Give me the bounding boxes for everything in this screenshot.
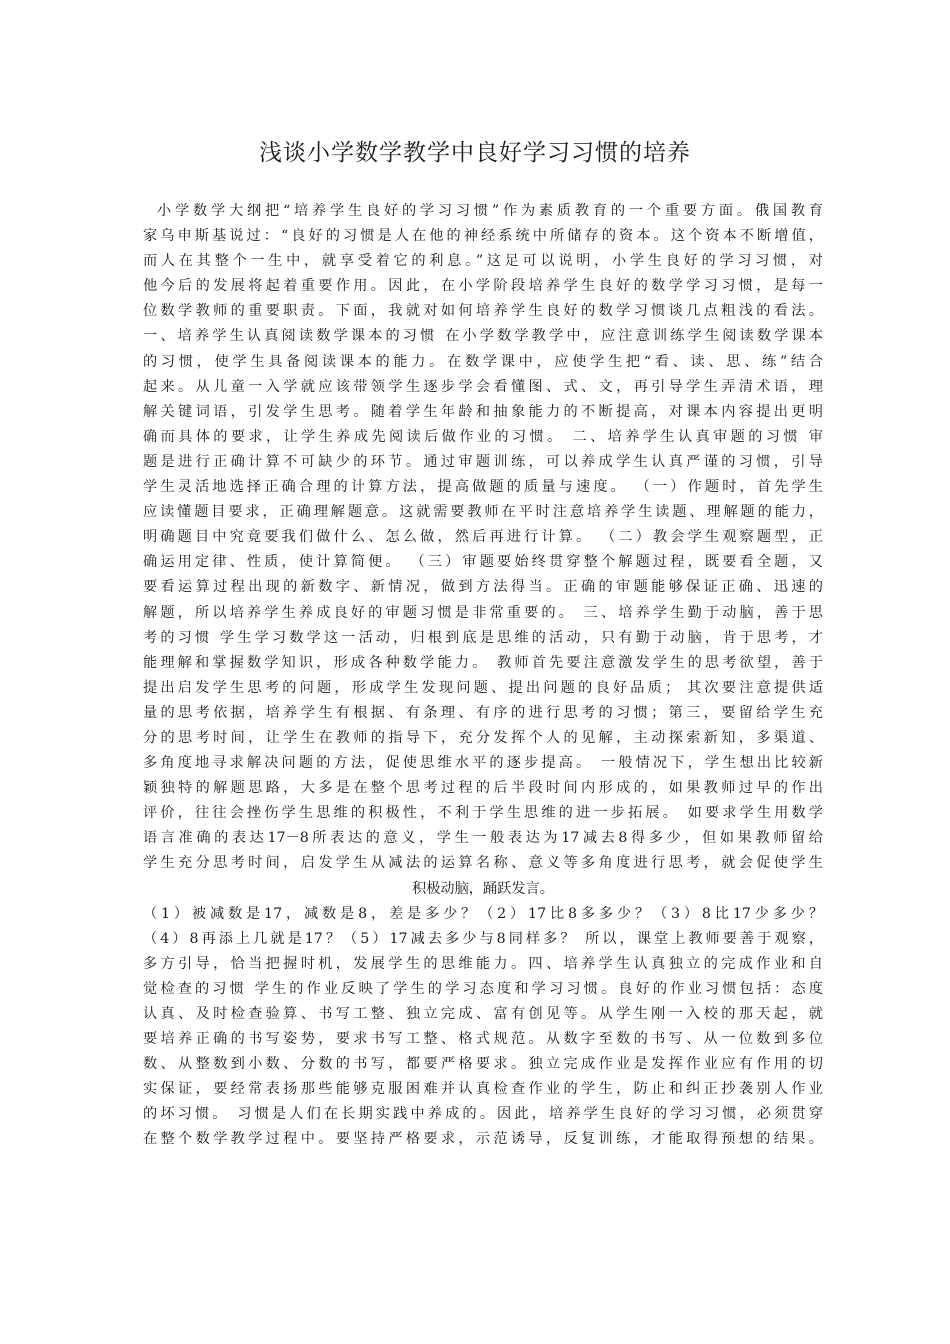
text-line: 小学数学大纲把“培养学生良好的学习习惯”作为素质教育的一个重要方面。俄国教育 bbox=[157, 203, 823, 219]
text-line: 题是进行正确计算不可缺少的环节。通过审题训练，可以养成学生认真严谨的习惯，引导 bbox=[143, 453, 823, 470]
text-line: 分的思考时间，让学生在教师的指导下，充分发挥个人的见解，主动探索新知，多渠道、 bbox=[143, 729, 823, 746]
text-line: 数、从整数到小数、分数的书写，都要严格要求。独立完成作业是发挥作业应有作用的切 bbox=[143, 1056, 823, 1073]
text-line: 语言准确的表达17－8所表达的意义，学生一般表达为17减去8得多少，但如果教师留给 bbox=[143, 830, 823, 847]
text-line: 确运用定律、性质，使计算简便。 （三）审题要始终贯穿整个解题过程，既要看全题，又 bbox=[143, 554, 823, 571]
text-line: 而人在其整个一生中，就享受着它的利息。”这足可以说明，小学生良好的学习习惯，对 bbox=[143, 253, 823, 270]
text-line: 解关键词语，引发学生思考。随着学生年龄和抽象能力的不断提高，对课本内容提出更明 bbox=[143, 403, 823, 420]
document-title: 浅谈小学数学教学中良好学习习惯的培养 bbox=[259, 140, 691, 166]
text-line: 提出启发学生思考的问题，形成学生发现问题、提出问题的良好品质； 其次要注意提供适 bbox=[143, 679, 823, 696]
text-line: 评价，往往会挫伤学生思维的积极性，不利于学生思维的进一步拓展。 如要求学生用数学 bbox=[143, 805, 823, 822]
text-line: 多方引导，恰当把握时机，发展学生的思维能力。四、培养学生认真独立的完成作业和自 bbox=[143, 955, 823, 972]
text-line: 学生充分思考时间，启发学生从减法的运算名称、意义等多角度进行思考，就会促使学生 bbox=[143, 855, 823, 872]
text-line: （4）8再添上几就是17？（5）17减去多少与8同样多？ 所以，课堂上教师要善于观察， bbox=[143, 930, 823, 947]
text-line: 的坏习惯。 习惯是人们在长期实践中养成的。因此，培养学生良好的学习习惯，必须贯穿 bbox=[143, 1106, 823, 1123]
text-line: 确而具体的要求，让学生养成先阅读后做作业的习惯。 二、培养学生认真审题的习惯 审 bbox=[143, 428, 823, 445]
document-body bbox=[143, 199, 823, 1153]
text-line: 多角度地寻求解决问题的方法，促使思维水平的逐步提高。 一般情况下，学生想出比较新 bbox=[143, 755, 823, 772]
text-line: 要看运算过程出现的新数字、新情况，做到方法得当。正确的审题能够保证正确、迅速的 bbox=[143, 579, 823, 596]
text-line: 能理解和掌握数学知识，形成各种数学能力。 教师首先要注意激发学生的思考欲望，善于 bbox=[143, 654, 823, 671]
text-line: 学生灵活地选择正确合理的计算方法，提高做题的质量与速度。 （一）作题时，首先学生 bbox=[143, 479, 823, 496]
text-line: 起来。从儿童一入学就应该带领学生逐步学会看懂图、式、文，再引导学生弄清术语，理 bbox=[143, 378, 823, 395]
text-line: 在整个数学教学过程中。要坚持严格要求，示范诱导，反复训练，才能取得预想的结果。 bbox=[143, 1131, 823, 1148]
text-line: 量的思考依据，培养学生有根据、有条理、有序的进行思考的习惯；第三，要留给学生充 bbox=[143, 704, 823, 721]
text-line: 的习惯，使学生具备阅读课本的能力。在数学课中，应使学生把“看、读、思、练”结合 bbox=[143, 353, 823, 370]
text-line: （1）被减数是17，减数是8，差是多少？（2）17比8多多少？（3）8比17少多少？ bbox=[143, 905, 823, 922]
text-line: 解题，所以培养学生养成良好的审题习惯是非常重要的。 三、培养学生勤于动脑，善于思 bbox=[143, 604, 823, 621]
text-line: 应读懂题目要求，正确理解题意。这就需要教师在平时注意培养学生读题、理解题的能力， bbox=[143, 504, 823, 521]
text-line: 考的习惯 学生学习数学这一活动，归根到底是思维的活动，只有勤于动脑，肯于思考，才 bbox=[143, 629, 823, 646]
text-line: 积极动脑，踊跃发言。 bbox=[412, 880, 554, 897]
text-line: 位数学教师的重要职责。下面，我就对如何培养学生良好的数学习惯谈几点粗浅的看法。 bbox=[143, 303, 823, 320]
text-line: 他今后的发展将起着重要作用。因此，在小学阶段培养学生良好的数学学习习惯，是每一 bbox=[143, 278, 823, 295]
text-line: 要培养正确的书写姿势，要求书写工整、格式规范。从数字至数的书写、从一位数到多位 bbox=[143, 1031, 823, 1048]
text-line: 认真、及时检查验算、书写工整、独立完成、富有创见等。从学生刚一入校的那天起，就 bbox=[143, 1006, 823, 1022]
text-line: 颖独特的解题思路，大多是在整个思考过程的后半段时间内形成的，如果教师过早的作出 bbox=[143, 780, 823, 797]
text-line: 明确题目中究竟要我们做什么、怎么做，然后再进行计算。 （二）教会学生观察题型，正 bbox=[143, 529, 823, 546]
text-line: 觉检查的习惯 学生的作业反映了学生的学习态度和学习习惯。良好的作业习惯包括：态度 bbox=[143, 980, 823, 997]
text-line: 家乌申斯基说过：“良好的习惯是人在他的神经系统中所储存的资本。这个资本不断增值， bbox=[143, 228, 823, 245]
text-line: 一、培养学生认真阅读数学课本的习惯 在小学数学教学中，应注意训练学生阅读数学课本 bbox=[143, 328, 823, 345]
text-line: 实保证，要经常表扬那些能够克服困难并认真检查作业的学生，防止和纠正抄袭别人作业 bbox=[143, 1081, 823, 1098]
